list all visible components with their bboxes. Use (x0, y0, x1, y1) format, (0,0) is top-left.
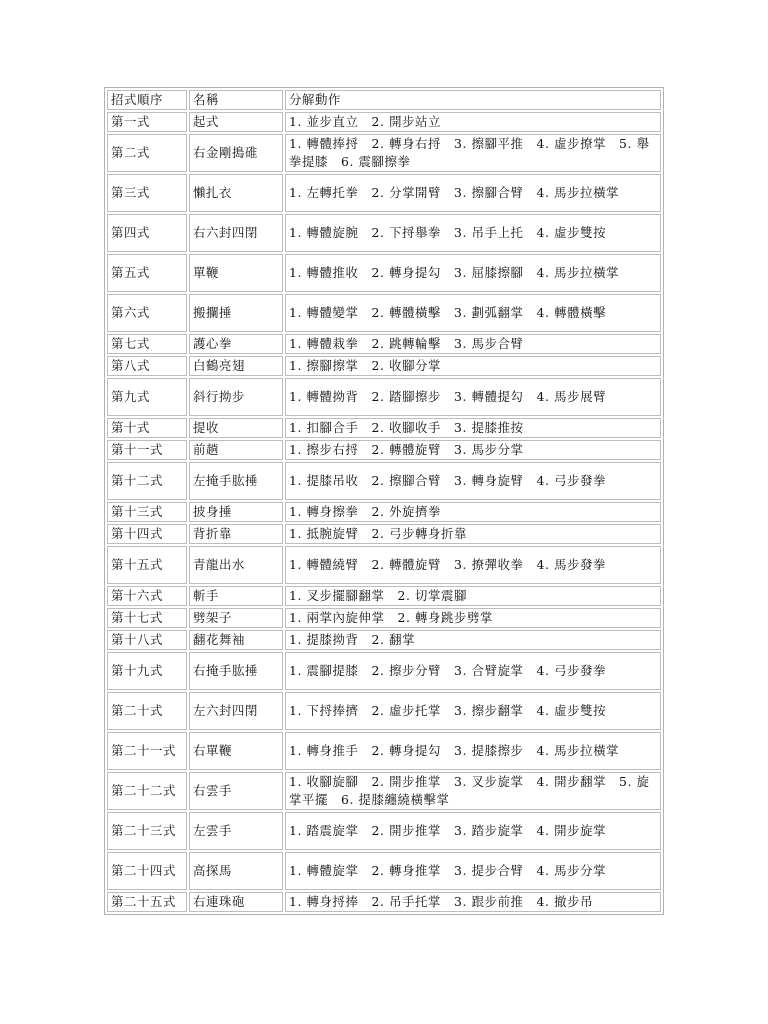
table-row (107, 502, 661, 522)
cell-name: 提收 (189, 418, 283, 438)
cell-order: 第二十二式 (107, 772, 187, 810)
table-row (107, 586, 661, 606)
cell-steps: 1. 轉體旋掌 2. 轉身推掌 3. 提步合臂 4. 馬步分掌 (285, 852, 661, 890)
cell-name: 右六封四閉 (189, 214, 283, 252)
table-row (107, 852, 661, 890)
header-steps: 分解動作 (285, 90, 661, 110)
cell-order: 第十六式 (107, 586, 187, 606)
cell-steps: 1. 轉身捋捧 2. 吊手托掌 3. 跟步前推 4. 撤步吊 (285, 892, 661, 912)
header-order: 招式順序 (107, 90, 187, 110)
table-row (107, 214, 661, 252)
cell-steps: 1. 扣腳合手 2. 收腳收手 3. 提膝推按 (285, 418, 661, 438)
cell-steps: 1. 擦步右捋 2. 轉體旋臂 3. 馬步分掌 (285, 440, 661, 460)
cell-name: 翻花舞袖 (189, 630, 283, 650)
cell-steps: 1. 踏震旋掌 2. 開步推掌 3. 踏步旋掌 4. 開步旋掌 (285, 812, 661, 850)
table-row (107, 112, 661, 132)
cell-order: 第十三式 (107, 502, 187, 522)
cell-order: 第一式 (107, 112, 187, 132)
cell-name: 右單鞭 (189, 732, 283, 770)
cell-order: 第九式 (107, 378, 187, 416)
cell-steps: 1. 轉體變掌 2. 轉體橫擊 3. 劃弧翻掌 4. 轉體橫擊 (285, 294, 661, 332)
table-row (107, 440, 661, 460)
cell-name: 背折靠 (189, 524, 283, 544)
cell-order: 第二十四式 (107, 852, 187, 890)
cell-name: 左雲手 (189, 812, 283, 850)
cell-order: 第十八式 (107, 630, 187, 650)
table-row (107, 174, 661, 212)
moves-table (104, 87, 664, 915)
cell-steps: 1. 擦腳擦掌 2. 收腳分掌 (285, 356, 661, 376)
cell-name: 白鶴亮翅 (189, 356, 283, 376)
cell-order: 第四式 (107, 214, 187, 252)
cell-name: 前趟 (189, 440, 283, 460)
table-row (107, 608, 661, 628)
table-row (107, 418, 661, 438)
cell-name: 起式 (189, 112, 283, 132)
cell-name: 右雲手 (189, 772, 283, 810)
cell-steps: 1. 震腳提膝 2. 擦步分臂 3. 合臂旋掌 4. 弓步發拳 (285, 652, 661, 690)
cell-order: 第十九式 (107, 652, 187, 690)
cell-steps: 1. 抵腕旋臂 2. 弓步轉身折靠 (285, 524, 661, 544)
cell-steps: 1. 下捋捧擠 2. 虛步托掌 3. 擦步翻掌 4. 虛步雙按 (285, 692, 661, 730)
table-row (107, 134, 661, 172)
cell-steps: 1. 轉身推手 2. 轉身提勾 3. 提膝擦步 4. 馬步拉橫掌 (285, 732, 661, 770)
cell-steps: 1. 提膝吊收 2. 擦腳合臂 3. 轉身旋臂 4. 弓步發拳 (285, 462, 661, 500)
table-row (107, 546, 661, 584)
cell-order: 第十一式 (107, 440, 187, 460)
cell-order: 第十式 (107, 418, 187, 438)
cell-steps: 1. 並步直立 2. 開步站立 (285, 112, 661, 132)
cell-order: 第二十式 (107, 692, 187, 730)
cell-name: 懶扎衣 (189, 174, 283, 212)
cell-name: 劈架子 (189, 608, 283, 628)
cell-steps: 1. 提膝拗背 2. 翻掌 (285, 630, 661, 650)
table-row (107, 334, 661, 354)
cell-order: 第二十三式 (107, 812, 187, 850)
cell-name: 披身捶 (189, 502, 283, 522)
cell-name: 左掩手肱捶 (189, 462, 283, 500)
cell-steps: 1. 轉體旋腕 2. 下捋舉拳 3. 吊手上托 4. 虛步雙按 (285, 214, 661, 252)
cell-name: 搬攔捶 (189, 294, 283, 332)
cell-steps: 1. 轉體推收 2. 轉身提勾 3. 屈膝擦腳 4. 馬步拉橫掌 (285, 254, 661, 292)
table-row (107, 692, 661, 730)
cell-name: 右掩手肱捶 (189, 652, 283, 690)
cell-name: 護心拳 (189, 334, 283, 354)
cell-order: 第十二式 (107, 462, 187, 500)
table-row (107, 378, 661, 416)
table-header-row (107, 90, 661, 110)
table-row (107, 652, 661, 690)
header-name: 名稱 (189, 90, 283, 110)
cell-name: 右金剛搗碓 (189, 134, 283, 172)
cell-order: 第五式 (107, 254, 187, 292)
cell-name: 右連珠砲 (189, 892, 283, 912)
cell-order: 第十五式 (107, 546, 187, 584)
table-row (107, 524, 661, 544)
table-row (107, 732, 661, 770)
cell-order: 第六式 (107, 294, 187, 332)
table-row (107, 892, 661, 912)
cell-steps: 1. 兩掌內旋伸掌 2. 轉身跳步劈掌 (285, 608, 661, 628)
cell-name: 青龍出水 (189, 546, 283, 584)
table-row (107, 356, 661, 376)
table-row (107, 812, 661, 850)
table-row (107, 254, 661, 292)
cell-steps: 1. 轉體栽拳 2. 跳轉輪擊 3. 馬步合臂 (285, 334, 661, 354)
cell-name: 單鞭 (189, 254, 283, 292)
cell-name: 左六封四閉 (189, 692, 283, 730)
cell-steps: 1. 左轉托拳 2. 分掌開臂 3. 擦腳合臂 4. 馬步拉橫掌 (285, 174, 661, 212)
cell-order: 第二十一式 (107, 732, 187, 770)
cell-name: 斜行拗步 (189, 378, 283, 416)
table-row (107, 462, 661, 500)
cell-order: 第二十五式 (107, 892, 187, 912)
table-row (107, 772, 661, 810)
cell-steps: 1. 叉步擺腳翻掌 2. 切掌震腳 (285, 586, 661, 606)
moves-document (104, 87, 664, 915)
cell-steps: 1. 轉體繞臂 2. 轉體旋臂 3. 撩彈收拳 4. 馬步發拳 (285, 546, 661, 584)
cell-name: 斬手 (189, 586, 283, 606)
cell-name: 高探馬 (189, 852, 283, 890)
cell-order: 第八式 (107, 356, 187, 376)
cell-order: 第三式 (107, 174, 187, 212)
table-row (107, 294, 661, 332)
table-row (107, 630, 661, 650)
cell-order: 第十七式 (107, 608, 187, 628)
cell-order: 第二式 (107, 134, 187, 172)
cell-steps: 1. 轉身擦拳 2. 外旋擠拳 (285, 502, 661, 522)
cell-steps: 1. 轉體捧捋 2. 轉身右捋 3. 擦腳平推 4. 虛步撩掌 5. 舉拳提膝 6. 震腳擦拳 (285, 134, 661, 172)
cell-steps: 1. 收腳旋腳 2. 開步推掌 3. 叉步旋掌 4. 開步翻掌 5. 旋掌平擺 6. 提膝纏繞橫擊掌 (285, 772, 661, 810)
cell-order: 第十四式 (107, 524, 187, 544)
cell-steps: 1. 轉體拗背 2. 踏腳擦步 3. 轉體提勾 4. 馬步展臂 (285, 378, 661, 416)
cell-order: 第七式 (107, 334, 187, 354)
